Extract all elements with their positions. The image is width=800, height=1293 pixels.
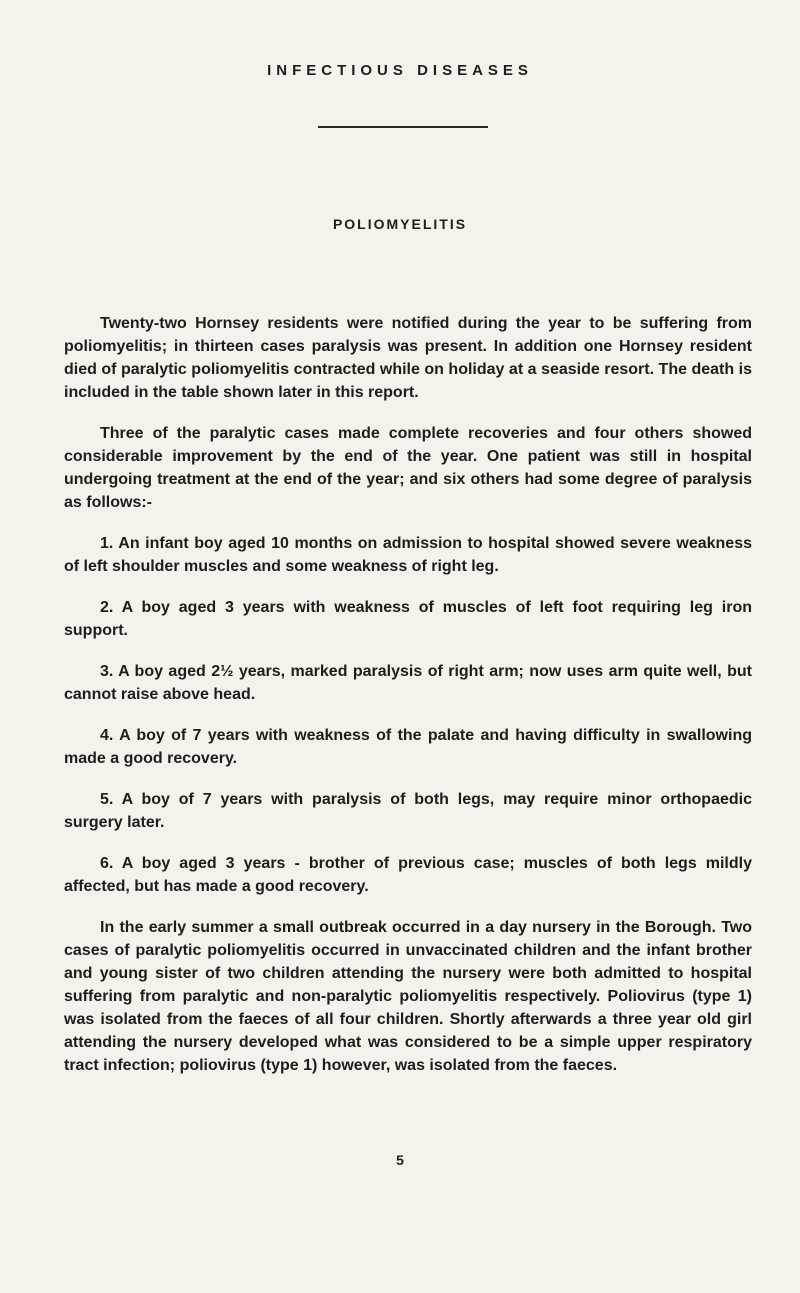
page-heading: INFECTIOUS DISEASES <box>267 62 533 79</box>
paragraph-outbreak: In the early summer a small outbreak occurred in a day nursery in the Borough. Two cases of paralytic poliomyelitis occurred in unvaccinated children and the infant brother and young sister of two children attending the nursery were both admitted to hospital suffering from paralytic and non-paralytic poliomyelitis respectively. Poliovirus (type 1) was isolated from the faeces of all four children. Shortly afterwards a three year old girl attending the nursery developed what was considered to be a simple upper respiratory tract infection; poliovirus (type 1) however, was isolated from the faeces. <box>64 919 752 1074</box>
page-number: 5 <box>396 1152 404 1168</box>
case-item-1: 1. An infant boy aged 10 months on admission to hospital showed severe weakness of left shoulder muscles and some weakness of right leg. <box>64 535 752 575</box>
heading-rule <box>318 126 488 128</box>
section-title: POLIOMYELITIS <box>332 216 468 232</box>
case-item-6: 6. A boy aged 3 years - brother of previous case; muscles of both legs mildly affected, but has made a good recovery. <box>64 855 752 895</box>
case-item-3: 3. A boy aged 2½ years, marked paralysis of right arm; now uses arm quite well, but cannot raise above head. <box>64 663 752 703</box>
body-text <box>64 312 752 1095</box>
case-item-4: 4. A boy of 7 years with weakness of the palate and having difficulty in swallowing made a good recovery. <box>64 727 752 767</box>
case-item-5: 5. A boy of 7 years with paralysis of both legs, may require minor orthopaedic surgery later. <box>64 791 752 831</box>
case-item-2: 2. A boy aged 3 years with weakness of muscles of left foot requiring leg iron support. <box>64 599 752 639</box>
paragraph-recoveries: Three of the paralytic cases made complete recoveries and four others showed considerable improvement by the end of the year. One patient was still in hospital undergoing treatment at the end of the year; and six others had some degree of paralysis as follows:- <box>64 425 752 511</box>
paragraph-intro: Twenty-two Hornsey residents were notified during the year to be suffering from poliomyelitis; in thirteen cases paralysis was present. In addition one Hornsey resident died of paralytic poliomyelitis contracted while on holiday at a seaside resort. The death is included in the table shown later in this report. <box>64 315 752 401</box>
